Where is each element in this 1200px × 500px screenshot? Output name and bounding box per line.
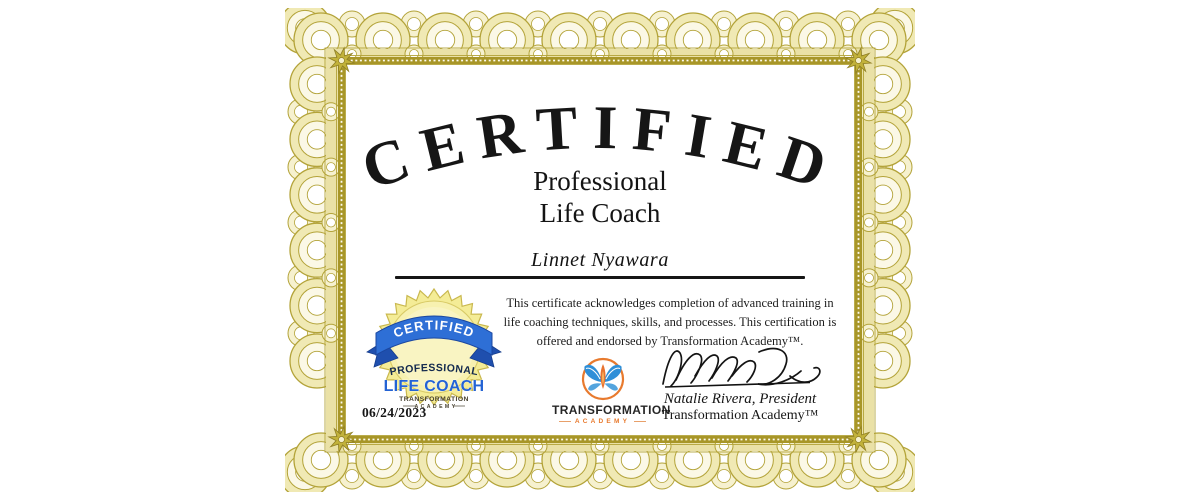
certificate xyxy=(285,8,915,492)
logo-dash-right xyxy=(634,421,646,422)
logo-academy-line xyxy=(552,418,653,425)
title-certified-text: CERTIFIED xyxy=(353,93,839,203)
badge-org-line2: ACADEMY xyxy=(414,404,458,410)
badge-life-coach-label: LIFE COACH xyxy=(383,378,485,395)
logo-academy-label: ACADEMY xyxy=(574,418,631,425)
subtitle-professional: Professional xyxy=(533,166,667,196)
name-underline xyxy=(395,276,805,279)
badge-ribbon-label: CERTIFIED xyxy=(391,317,477,341)
butterfly-phoenix-logo-icon xyxy=(579,355,627,401)
logo-block xyxy=(552,355,671,425)
signature-icon xyxy=(655,340,825,390)
signer-name: Natalie Rivera, President xyxy=(663,391,817,407)
certificate-content xyxy=(345,64,855,436)
signature-line xyxy=(665,383,810,388)
signer-organization: Transformation Academy™ xyxy=(661,408,819,423)
signature-block xyxy=(655,340,825,424)
subtitle xyxy=(345,166,855,230)
logo-dash-left xyxy=(559,421,571,422)
subtitle-life-coach: Life Coach xyxy=(539,197,661,228)
recipient-name: Linnet Nyawara xyxy=(531,249,669,271)
badge-org-line1: TRANSFORMATION xyxy=(399,396,469,403)
issue-date: 06/24/2023 xyxy=(362,405,427,420)
logo-wordmark: TRANSFORMATION xyxy=(552,403,671,417)
body-text: This certificate acknowledges completion of advanced training in life coaching techniques, skills, and processes. This certification is offered and endorsed by Transformation Academy™. xyxy=(503,296,837,348)
certified-seal-badge xyxy=(363,285,505,417)
badge-professional-label: PROFESSIONAL xyxy=(388,361,480,379)
